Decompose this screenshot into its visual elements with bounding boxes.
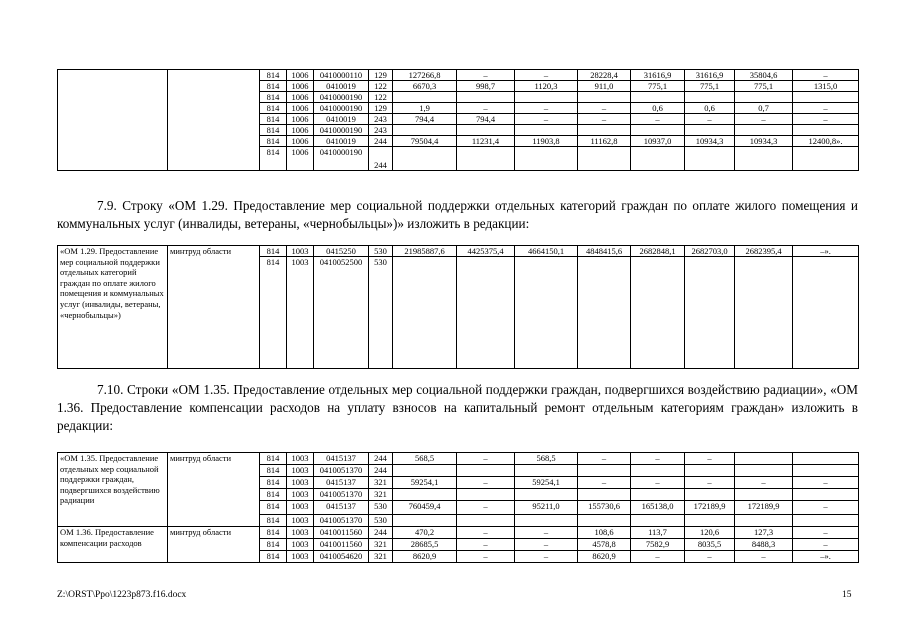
- table-cell: 127,3: [735, 527, 793, 539]
- table-om-1-29: [57, 245, 859, 369]
- table-cell: 0410019: [314, 114, 369, 125]
- table-cell: 814: [260, 125, 287, 136]
- table-cell: [457, 92, 515, 103]
- table-cell: 0,7: [735, 103, 793, 114]
- table-cell: –: [735, 114, 793, 125]
- table-cell: 1006: [287, 103, 314, 114]
- table-cell: [393, 257, 457, 369]
- table-cell: 122: [369, 81, 393, 92]
- table-cell: 59254,1: [393, 477, 457, 489]
- table-cell: 0410011560: [314, 527, 369, 539]
- table-cell: –: [685, 114, 735, 125]
- table-cell: 4425375,4: [457, 246, 515, 257]
- table-cell: [457, 489, 515, 501]
- table-cell: 59254,1: [515, 477, 578, 489]
- table-cell: [793, 257, 859, 369]
- table-cell: 1003: [287, 515, 314, 527]
- table-cell: 1006: [287, 81, 314, 92]
- om-1-29-label: «ОМ 1.29. Предоставление мер социальной поддержки отдельных категорий граждан по оплате жилого помещения и коммунальных услуг (инвалиды, ветераны, «чернобыльцы»): [58, 246, 168, 369]
- footer-file-path: Z:\ORST\Ppo\1223p873.f16.docx: [57, 590, 187, 600]
- table-cell: 35804,6: [735, 70, 793, 81]
- table-cell: 244: [369, 465, 393, 477]
- table-cell: 0415137: [314, 501, 369, 515]
- paragraph-7-10-text: 7.10. Строки «ОМ 1.35. Предоставление отдельных мер социальной поддержки граждан, подвергшихся воздействию радиации», «ОМ 1.36. Предоставление компенсации расходов на уплату взносов на капитальный ремонт отдельным категориям граждан» изложить в редакции:: [57, 382, 858, 433]
- paragraph-7-9-text: 7.9. Строку «ОМ 1.29. Предоставление мер социальной поддержки отдельных категорий граждан по оплате жилого помещения и коммунальных услуг (инвалиды, ветераны, «чернобыльцы»)» изложить в редакции:: [57, 198, 858, 231]
- table-cell: [515, 125, 578, 136]
- table-cell: 911,0: [578, 81, 631, 92]
- table-cell: 0410000190: [314, 103, 369, 114]
- table-cell: [578, 465, 631, 477]
- table-cell: –: [515, 539, 578, 551]
- table-cell: –: [793, 501, 859, 515]
- table-cell: [735, 92, 793, 103]
- table-cell: –: [457, 539, 515, 551]
- table-cell: 244: [369, 136, 393, 147]
- page-number: 15: [842, 590, 852, 600]
- table-cell: 0410000190: [314, 147, 369, 171]
- table-cell: 12400,8».: [793, 136, 859, 147]
- table-cell: 1006: [287, 147, 314, 171]
- table-cell: –: [685, 453, 735, 465]
- table-cell: 814: [260, 257, 287, 369]
- table-cell: [735, 125, 793, 136]
- table-cell: 10934,3: [735, 136, 793, 147]
- table-cell: 0415137: [314, 453, 369, 465]
- table-cell: 794,4: [457, 114, 515, 125]
- table-cell: 1006: [287, 125, 314, 136]
- table-cell: 1003: [287, 501, 314, 515]
- table-cell: 0,6: [631, 103, 685, 114]
- table-cell: 4578,8: [578, 539, 631, 551]
- table-row: [58, 246, 859, 257]
- table-cell: 244: [369, 453, 393, 465]
- table-cell: [631, 515, 685, 527]
- table-cell: [578, 257, 631, 369]
- table-cell: 775,1: [735, 81, 793, 92]
- table-cell: 321: [369, 489, 393, 501]
- table-cell: 129: [369, 103, 393, 114]
- table-cell: [515, 465, 578, 477]
- table-cell: [735, 489, 793, 501]
- table-cell: [685, 125, 735, 136]
- table-cell: –: [793, 103, 859, 114]
- table-cell: [685, 489, 735, 501]
- table-cell: –: [685, 551, 735, 563]
- table-cell: 2682848,1: [631, 246, 685, 257]
- table-cell: –: [735, 477, 793, 489]
- table-cell: –: [457, 453, 515, 465]
- table-cell: [393, 489, 457, 501]
- table-cell: [631, 465, 685, 477]
- table-row: [58, 527, 859, 539]
- table-cell: [685, 515, 735, 527]
- table-cell: 172189,9: [685, 501, 735, 515]
- table-cell: 321: [369, 477, 393, 489]
- table-cell: 1003: [287, 257, 314, 369]
- table-cell: [578, 515, 631, 527]
- table-cell: [393, 125, 457, 136]
- table-cell: 1003: [287, 527, 314, 539]
- table-cell: 0410000190: [314, 125, 369, 136]
- table-cell: 814: [260, 246, 287, 257]
- table-cell: 31616,9: [631, 70, 685, 81]
- table-cell: [793, 515, 859, 527]
- table-cell: 129: [369, 70, 393, 81]
- table-cell: [515, 515, 578, 527]
- table-cell: 814: [260, 92, 287, 103]
- table-cell: 1003: [287, 477, 314, 489]
- table-cell: [685, 147, 735, 171]
- table-cell: [393, 147, 457, 171]
- table-cell: –: [515, 103, 578, 114]
- table-cell: 8488,3: [735, 539, 793, 551]
- table-cell: 243: [369, 125, 393, 136]
- table-cell: [578, 92, 631, 103]
- table-cell: 814: [260, 70, 287, 81]
- table-cell: [735, 453, 793, 465]
- table-cell: 1003: [287, 453, 314, 465]
- table-cell: 4664150,1: [515, 246, 578, 257]
- table-cell: 8620,9: [393, 551, 457, 563]
- table-cell: 1003: [287, 246, 314, 257]
- table-cell: [457, 465, 515, 477]
- table-cell: 1315,0: [793, 81, 859, 92]
- table-cell: 11903,8: [515, 136, 578, 147]
- table-cell: 321: [369, 539, 393, 551]
- table-cell: [515, 489, 578, 501]
- table-cell: –: [457, 551, 515, 563]
- table-cell: –: [515, 551, 578, 563]
- table-cell: –: [685, 477, 735, 489]
- table-cell: 7582,9: [631, 539, 685, 551]
- table-cell: [735, 257, 793, 369]
- table-cell: 113,7: [631, 527, 685, 539]
- table-cell: –: [515, 70, 578, 81]
- table-cell: [793, 453, 859, 465]
- table-cell: [685, 465, 735, 477]
- table-cell: –: [735, 551, 793, 563]
- table-cell: 122: [369, 92, 393, 103]
- table-cell: 2682703,0: [685, 246, 735, 257]
- table-om-1-35-1-36: [57, 452, 859, 563]
- table-cell: 1003: [287, 465, 314, 477]
- table-cell: 155730,6: [578, 501, 631, 515]
- table-cell: –: [457, 501, 515, 515]
- table-cell: [515, 147, 578, 171]
- table-cell: 794,4: [393, 114, 457, 125]
- table-cell: 21985887,6: [393, 246, 457, 257]
- table-cell: 814: [260, 103, 287, 114]
- table-cell: [393, 515, 457, 527]
- table-cell: 0415137: [314, 477, 369, 489]
- table-cell: 8035,5: [685, 539, 735, 551]
- table-cell: 0415250: [314, 246, 369, 257]
- table-cell: [735, 465, 793, 477]
- table-cell: 31616,9: [685, 70, 735, 81]
- table-cell: 2682395,4: [735, 246, 793, 257]
- table-cell: 814: [260, 81, 287, 92]
- table-cell: 814: [260, 515, 287, 527]
- table-cell: [735, 515, 793, 527]
- table-cell: –: [793, 539, 859, 551]
- table-cell: –: [793, 70, 859, 81]
- table-cell: 243: [369, 114, 393, 125]
- table-cell: [631, 92, 685, 103]
- table-row: [58, 70, 859, 81]
- table-cell: –: [578, 453, 631, 465]
- table-cell: –: [631, 453, 685, 465]
- label-cell: [58, 70, 168, 171]
- table-cell: –: [793, 527, 859, 539]
- table-cell: –: [578, 477, 631, 489]
- table-cell: 108,6: [578, 527, 631, 539]
- table-cell: 321: [369, 551, 393, 563]
- table-cell: 0410000110: [314, 70, 369, 81]
- table-cell: 6670,3: [393, 81, 457, 92]
- table-cell: 0410011560: [314, 539, 369, 551]
- paragraph-7-9: [57, 197, 858, 233]
- table-cell: [393, 92, 457, 103]
- paragraph-7-10: [57, 381, 858, 435]
- table-cell: 814: [260, 551, 287, 563]
- table-cell: 120,6: [685, 527, 735, 539]
- table-row: [58, 453, 859, 465]
- table-cell: –: [578, 114, 631, 125]
- om-1-35-label: «ОМ 1.35. Предоставление отдельных мер социальной поддержки граждан, подвергшихся воздействию радиации: [58, 453, 168, 527]
- table-cell: –: [515, 527, 578, 539]
- table-cell: 530: [369, 515, 393, 527]
- table-cell: [685, 257, 735, 369]
- table-cell: 0410019: [314, 136, 369, 147]
- table-cell: –: [457, 70, 515, 81]
- table-cell: –».: [793, 246, 859, 257]
- table-cell: 1120,3: [515, 81, 578, 92]
- table-cell: 0410054620: [314, 551, 369, 563]
- table-cell: 1006: [287, 70, 314, 81]
- table-cell: [515, 257, 578, 369]
- table-cell: 172189,9: [735, 501, 793, 515]
- table-cell: 127266,8: [393, 70, 457, 81]
- table-cell: [793, 489, 859, 501]
- table-om-continued: [57, 69, 859, 171]
- table-cell: 814: [260, 477, 287, 489]
- table-cell: –: [457, 477, 515, 489]
- table-cell: 28685,5: [393, 539, 457, 551]
- table-cell: [515, 92, 578, 103]
- ministry-cell: минтруд области: [168, 453, 260, 527]
- table-cell: 1006: [287, 136, 314, 147]
- table-cell: 1006: [287, 114, 314, 125]
- table-cell: –: [631, 551, 685, 563]
- table-cell: [578, 125, 631, 136]
- table-cell: 0410051370: [314, 515, 369, 527]
- table-cell: [631, 125, 685, 136]
- table-cell: 10934,3: [685, 136, 735, 147]
- table-cell: 760459,4: [393, 501, 457, 515]
- table-cell: 0410051370: [314, 489, 369, 501]
- table-cell: [578, 489, 631, 501]
- table-cell: 1003: [287, 539, 314, 551]
- table-cell: [793, 465, 859, 477]
- table-cell: 1003: [287, 551, 314, 563]
- table-cell: 0410052500: [314, 257, 369, 369]
- ministry-cell: минтруд области: [168, 246, 260, 369]
- table-cell: 814: [260, 539, 287, 551]
- table-cell: 95211,0: [515, 501, 578, 515]
- table-cell: –: [793, 114, 859, 125]
- table-cell: 814: [260, 147, 287, 171]
- ministry-cell: [168, 70, 260, 171]
- table-cell: –: [578, 103, 631, 114]
- table-cell: –: [515, 114, 578, 125]
- table-cell: 1006: [287, 92, 314, 103]
- table-cell: 0,6: [685, 103, 735, 114]
- table-cell: [457, 515, 515, 527]
- table-cell: [578, 147, 631, 171]
- table-cell: [631, 257, 685, 369]
- table-cell: –».: [793, 551, 859, 563]
- table-cell: 814: [260, 501, 287, 515]
- ministry-cell: минтруд области: [168, 527, 260, 563]
- table-cell: 814: [260, 489, 287, 501]
- table-cell: [393, 465, 457, 477]
- table-cell: 11162,8: [578, 136, 631, 147]
- table-cell: 775,1: [685, 81, 735, 92]
- table-cell: 568,5: [393, 453, 457, 465]
- table-cell: 568,5: [515, 453, 578, 465]
- table-cell: 0410019: [314, 81, 369, 92]
- table-cell: –: [793, 477, 859, 489]
- table-cell: –: [457, 103, 515, 114]
- table-cell: 814: [260, 114, 287, 125]
- table-cell: 814: [260, 465, 287, 477]
- table-cell: 28228,4: [578, 70, 631, 81]
- table-cell: 814: [260, 527, 287, 539]
- table-cell: 11231,4: [457, 136, 515, 147]
- table-cell: [685, 92, 735, 103]
- table-cell: [457, 257, 515, 369]
- table-cell: 530: [369, 501, 393, 515]
- table-cell: 244: [369, 147, 393, 171]
- table-cell: 0410000190: [314, 92, 369, 103]
- table-cell: 165138,0: [631, 501, 685, 515]
- table-cell: 530: [369, 246, 393, 257]
- table-cell: 79504,4: [393, 136, 457, 147]
- table-cell: [735, 147, 793, 171]
- table-cell: [631, 489, 685, 501]
- table-cell: [793, 125, 859, 136]
- table-cell: 1,9: [393, 103, 457, 114]
- table-cell: 470,2: [393, 527, 457, 539]
- table-cell: 0410051370: [314, 465, 369, 477]
- table-cell: –: [457, 527, 515, 539]
- table-cell: [793, 147, 859, 171]
- table-cell: 4848415,6: [578, 246, 631, 257]
- table-cell: [631, 147, 685, 171]
- table-cell: 530: [369, 257, 393, 369]
- table-cell: –: [631, 477, 685, 489]
- table-cell: 8620,9: [578, 551, 631, 563]
- table-cell: [457, 125, 515, 136]
- table-cell: [793, 92, 859, 103]
- table-cell: 1003: [287, 489, 314, 501]
- table-cell: 775,1: [631, 81, 685, 92]
- table-cell: 814: [260, 453, 287, 465]
- om-1-36-label: ОМ 1.36. Предоставление компенсации расходов: [58, 527, 168, 563]
- table-cell: –: [631, 114, 685, 125]
- table-cell: 244: [369, 527, 393, 539]
- table-cell: 814: [260, 136, 287, 147]
- table-cell: 10937,0: [631, 136, 685, 147]
- table-cell: [457, 147, 515, 171]
- table-cell: 998,7: [457, 81, 515, 92]
